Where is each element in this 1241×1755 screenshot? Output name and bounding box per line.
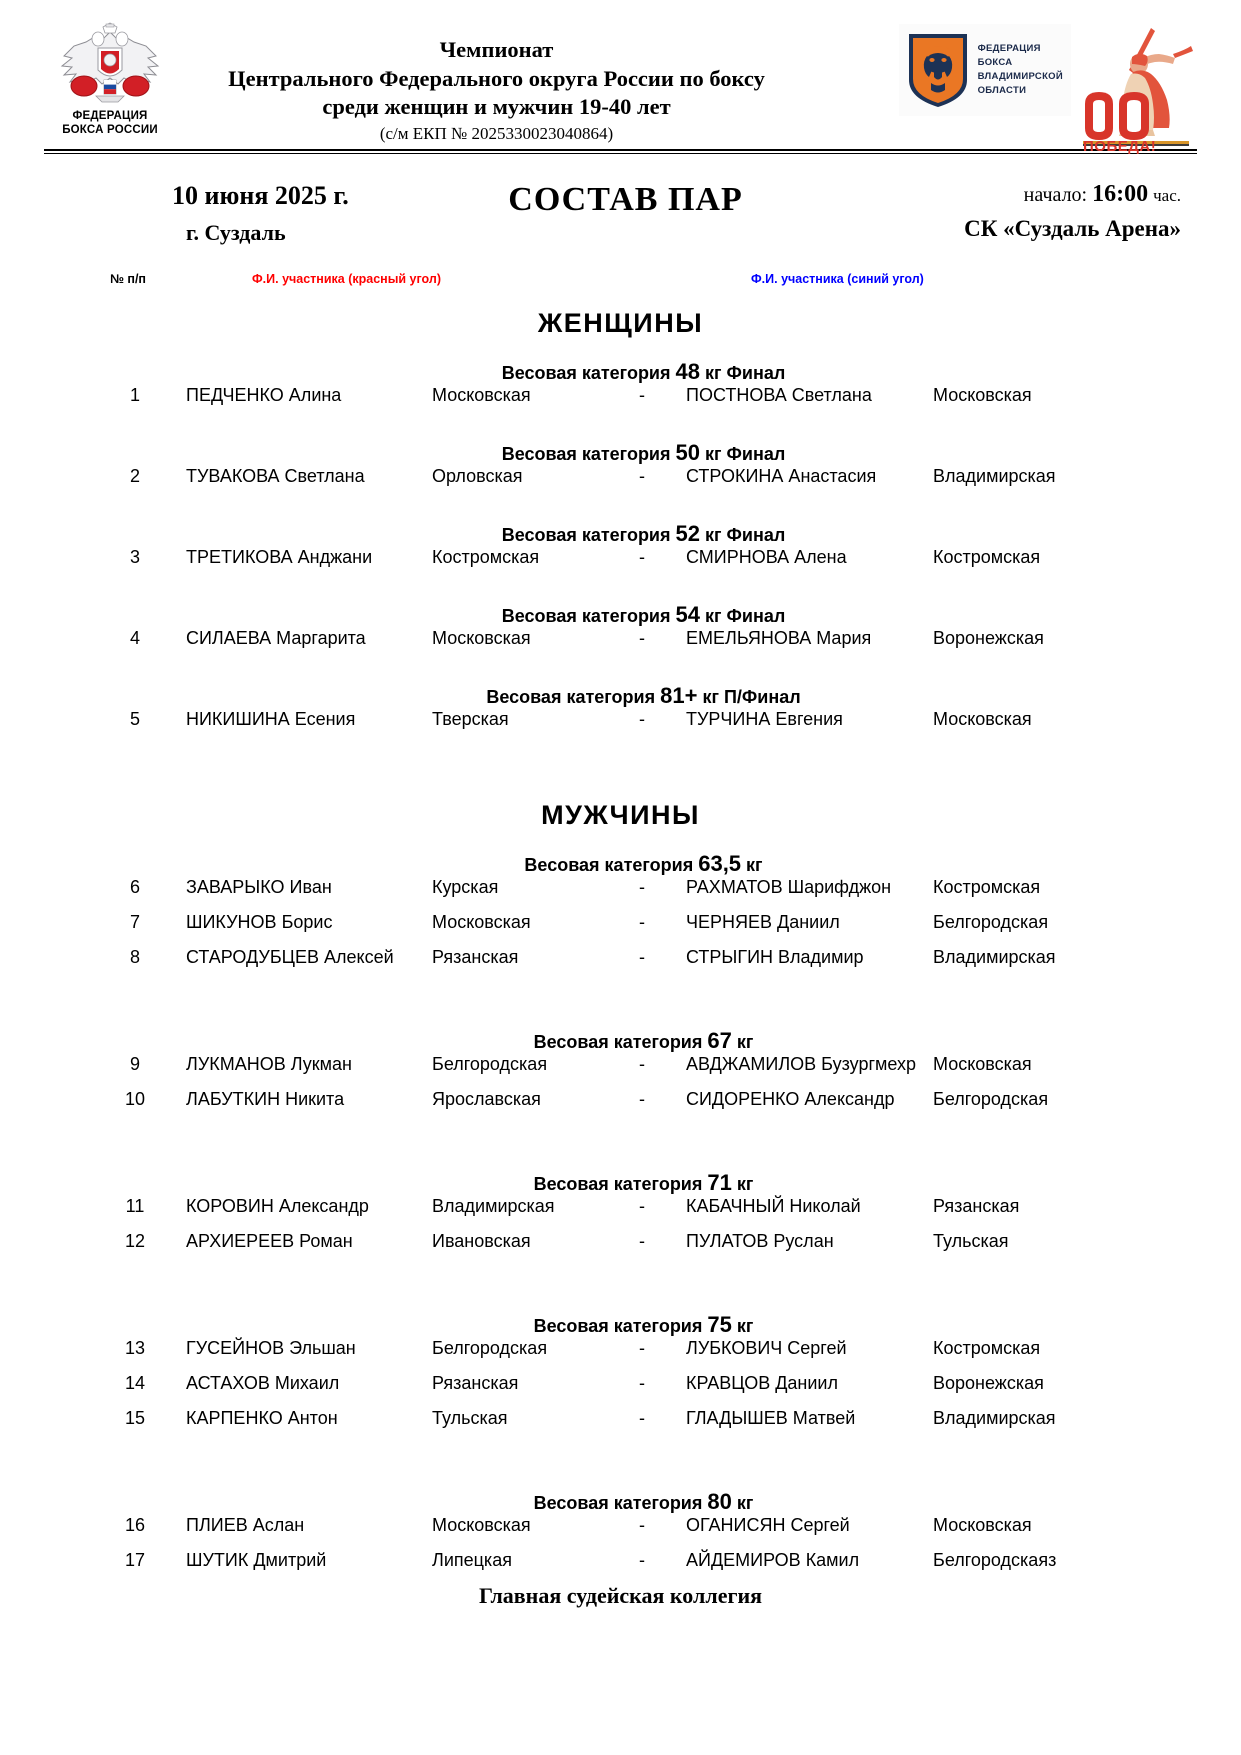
red-corner-region: Московская [432,628,531,648]
blue-corner-name: СМИРНОВА Алена [686,547,847,567]
bout-row[interactable] [44,1408,1197,1443]
red-corner-name: АСТАХОВ Михаил [186,1373,340,1393]
bout-row[interactable] [44,1338,1197,1373]
versus-dash: - [639,1231,645,1251]
versus-dash: - [639,1054,645,1074]
weight-category-label: Весовая категория [501,606,676,626]
bout-stage: П/Финал [718,687,801,707]
versus-dash: - [639,709,645,729]
bout-number: 10 [124,1089,146,1109]
vladimir-logo-text: ФЕДЕРАЦИЯ БОКСА ВЛАДИМИРСКОЙ ОБЛАСТИ [977,42,1063,97]
red-corner-region: Ярославская [432,1089,541,1109]
page-title: СОСТАВ ПАР [508,181,743,218]
versus-dash: - [639,547,645,567]
bout-number: 15 [124,1408,146,1428]
bout-stage: Финал [721,363,786,383]
weight-value: 80 [707,1489,732,1514]
weight-group [44,521,1197,582]
bout-row[interactable] [44,1196,1197,1231]
red-corner-region: Рязанская [432,1373,519,1393]
event-venue: СК «Суздаль Арена» [964,216,1181,241]
bout-number: 7 [129,912,140,932]
red-corner-region: Московская [432,385,531,405]
weight-value: 54 [675,602,700,627]
weight-category-heading [44,851,1197,877]
bout-number: 8 [129,947,140,967]
weight-unit: кг [731,1493,754,1513]
bout-row[interactable] [44,709,1197,744]
weight-category-heading [44,521,1197,547]
lion-shield-icon [905,30,971,110]
weight-category-label: Весовая категория [533,1316,708,1336]
blue-corner-region: Московская [933,1515,1032,1535]
weight-unit: кг [731,1316,754,1336]
weight-category-heading [44,359,1197,385]
bout-stage: Финал [721,444,786,464]
red-corner-region: Белгородская [432,1338,548,1358]
red-corner-name: ШУТИК Дмитрий [186,1550,327,1570]
start-time-unit: час. [1153,186,1181,205]
bout-row[interactable] [44,912,1197,947]
blue-corner-region: Московская [933,385,1032,405]
weight-unit: кг [741,855,763,875]
red-corner-name: КАРПЕНКО Антон [186,1408,338,1428]
blue-corner-region: Белгородскаяз [933,1550,1057,1570]
event-date: 10 июня 2025 г. [172,181,349,210]
weight-value: 52 [675,521,700,546]
column-header-blue-corner: Ф.И. участника (синий угол) [751,272,924,286]
bout-number: 14 [124,1373,146,1393]
red-corner-name: ПЕДЧЕНКО Алина [186,385,342,405]
versus-dash: - [639,1089,645,1109]
red-corner-region: Костромская [432,547,540,567]
versus-dash: - [639,628,645,648]
blue-corner-name: СТРЫГИН Владимир [686,947,864,967]
start-time-value: 16:00 [1092,181,1149,207]
start-label: начало: [1023,184,1088,206]
weight-group [44,683,1197,744]
bout-row[interactable] [44,1054,1197,1089]
red-corner-name: ТУВАКОВА Светлана [186,466,365,486]
weight-value: 63,5 [698,851,742,876]
red-corner-name: ПЛИЕВ Аслан [186,1515,305,1535]
event-title-row [44,181,1197,246]
footer-signature: Главная судейская коллегия [478,1583,763,1608]
red-corner-name: ШИКУНОВ Борис [186,912,333,932]
section-heading: ЖЕНЩИНЫ [537,308,704,338]
bout-stage: Финал [721,525,786,545]
blue-corner-name: ЛУБКОВИЧ Сергей [686,1338,847,1358]
blue-corner-region: Воронежская [933,628,1044,648]
bout-row[interactable] [44,1089,1197,1124]
weight-group [44,359,1197,420]
column-headers [44,272,1197,294]
weight-group [44,851,1197,982]
weight-category-label: Весовая категория [524,855,699,875]
red-corner-name: КОРОВИН Александр [186,1196,369,1216]
weight-unit: кг [700,525,722,545]
red-corner-region: Тульская [432,1408,508,1428]
header-right-logos [827,22,1197,153]
blue-corner-region: Московская [933,709,1032,729]
bout-stage: Финал [721,606,786,626]
bout-number: 6 [129,877,140,897]
weight-unit: кг [731,1032,754,1052]
red-corner-name: СИЛАЕВА Маргарита [186,628,366,648]
blue-corner-name: ОГАНИСЯН Сергей [686,1515,850,1535]
weight-group [44,1028,1197,1124]
weight-unit: кг [697,687,719,707]
championship-line-3: среди женщин и мужчин 19-40 лет [322,94,671,120]
blue-corner-name: АЙДЕМИРОВ Камил [686,1550,860,1570]
weight-value: 48 [675,359,700,384]
blue-corner-name: ПОСТНОВА Светлана [686,385,872,405]
weight-category-label: Весовая категория [501,444,676,464]
versus-dash: - [639,912,645,932]
weight-value: 50 [675,440,700,465]
bout-row[interactable] [44,1373,1197,1408]
versus-dash: - [639,1515,645,1535]
weight-value: 71 [707,1170,732,1195]
bout-number: 5 [129,709,140,729]
weight-group [44,1489,1197,1585]
red-corner-name: НИКИШИНА Есения [186,709,356,729]
weight-unit: кг [731,1174,754,1194]
versus-dash: - [639,877,645,897]
header-title-block [166,22,827,146]
championship-line-1: Чемпионат [439,37,554,62]
event-venue-block [867,181,1197,242]
red-corner-region: Липецкая [432,1550,512,1570]
weight-category-label: Весовая категория [533,1493,708,1513]
blue-corner-name: СТРОКИНА Анастасия [686,466,877,486]
bout-number: 13 [124,1338,146,1358]
blue-corner-name: АВДЖАМИЛОВ Бузургмехр [686,1054,917,1074]
weight-value: 75 [707,1312,732,1337]
red-corner-name: СТАРОДУБЦЕВ Алексей [186,947,394,967]
red-corner-region: Белгородская [432,1054,548,1074]
victory-caption: ПОБЕДА! [1083,138,1157,155]
red-corner-name: АРХИЕРЕЕВ Роман [186,1231,353,1251]
blue-corner-name: КРАВЦОВ Даниил [686,1373,838,1393]
weight-category-heading [44,1312,1197,1338]
blue-corner-name: ПУЛАТОВ Руслан [686,1231,834,1251]
section-heading: МУЖЧИНЫ [541,800,700,830]
red-corner-region: Московская [432,912,531,932]
ekp-number: (с/м ЕКП № 2025330023040864) [379,123,614,143]
bout-number: 16 [124,1515,146,1535]
page-title-block [374,181,867,219]
bout-row[interactable] [44,385,1197,420]
weight-category-label: Весовая категория [533,1174,708,1194]
motherland-calls-statue-icon [1077,24,1195,148]
event-city: г. Суздаль [186,220,286,245]
column-header-number: № п/п [110,272,146,286]
logo-caption: ФЕДЕРАЦИЯ БОКСА РОССИИ [62,110,158,136]
weight-value: 67 [707,1028,732,1053]
versus-dash: - [639,1550,645,1570]
bout-number: 1 [129,385,140,405]
red-corner-name: ЗАВАРЫКО Иван [186,877,332,897]
weight-category-label: Весовая категория [501,525,676,545]
weight-category-heading [44,602,1197,628]
weight-category-heading [44,1028,1197,1054]
document-header [44,0,1197,155]
weight-group [44,440,1197,501]
versus-dash: - [639,466,645,486]
column-header-red-corner: Ф.И. участника (красный угол) [252,272,441,286]
red-corner-name: ГУСЕЙНОВ Эльшан [186,1338,356,1358]
blue-corner-name: ТУРЧИНА Евгения [686,709,843,729]
red-corner-name: ТРЕТИКОВА Анджани [186,547,373,567]
blue-corner-region: Тульская [933,1231,1009,1251]
bout-number: 17 [124,1550,146,1570]
victory-80-logo [1077,24,1197,153]
weight-category-label: Весовая категория [533,1032,708,1052]
blue-corner-region: Владимирская [933,947,1056,967]
bout-number: 3 [129,547,140,567]
blue-corner-name: ЧЕРНЯЕВ Даниил [686,912,840,932]
weight-group [44,602,1197,663]
bout-row[interactable] [44,1550,1197,1585]
championship-line-2: Центрального Федерального округа России по боксу [228,65,765,91]
blue-corner-region: Белгородская [933,1089,1049,1109]
bout-number: 12 [124,1231,146,1251]
blue-corner-name: РАХМАТОВ Шарифджон [686,877,892,897]
bout-row[interactable] [44,947,1197,982]
event-start-time [867,181,1181,208]
versus-dash: - [639,1373,645,1393]
bout-row[interactable] [44,1231,1197,1266]
weight-category-label: Весовая категория [501,363,676,383]
versus-dash: - [639,1196,645,1216]
bout-number: 9 [129,1054,140,1074]
red-corner-region: Ивановская [432,1231,531,1251]
red-corner-region: Тверская [432,709,509,729]
red-corner-region: Владимирская [432,1196,555,1216]
weight-category-heading [44,440,1197,466]
blue-corner-name: ГЛАДЫШЕВ Матвей [686,1408,856,1428]
bout-row[interactable] [44,628,1197,663]
blue-corner-name: ЕМЕЛЬЯНОВА Мария [686,628,872,648]
red-corner-name: ЛУКМАНОВ Лукман [186,1054,352,1074]
bout-row[interactable] [44,877,1197,912]
bouts-container [44,308,1197,1585]
versus-dash: - [639,1408,645,1428]
weight-category-heading [44,1489,1197,1515]
weight-category-label: Весовая категория [486,687,661,707]
weight-category-heading [44,683,1197,709]
bout-number: 11 [125,1196,145,1216]
event-date-block [44,181,374,246]
versus-dash: - [639,1338,645,1358]
red-corner-region: Московская [432,1515,531,1535]
versus-dash: - [639,947,645,967]
bout-number: 2 [129,466,140,486]
bout-row[interactable] [44,1515,1197,1550]
weight-unit: кг [700,606,722,626]
blue-corner-name: КАБАЧНЫЙ Николай [686,1196,861,1216]
header-divider-bottom [44,153,1197,154]
blue-corner-region: Белгородская [933,912,1049,932]
weight-group [44,1312,1197,1443]
double-headed-eagle-icon [56,22,164,108]
blue-corner-region: Владимирская [933,1408,1056,1428]
weight-value: 81+ [660,683,698,708]
weight-category-heading [44,1170,1197,1196]
blue-corner-region: Рязанская [933,1196,1020,1216]
blue-corner-region: Костромская [933,877,1041,897]
blue-corner-region: Костромская [933,547,1041,567]
red-corner-region: Курская [432,877,499,897]
blue-corner-region: Московская [933,1054,1032,1074]
blue-corner-name: СИДОРЕНКО Александр [686,1089,895,1109]
blue-corner-region: Костромская [933,1338,1041,1358]
bout-number: 4 [129,628,140,648]
vladimir-boxing-federation-logo [899,24,1071,116]
russian-boxing-federation-logo [44,22,176,137]
versus-dash: - [639,385,645,405]
weight-group [44,1170,1197,1266]
blue-corner-region: Владимирская [933,466,1056,486]
weight-unit: кг [700,444,722,464]
weight-unit: кг [700,363,722,383]
blue-corner-region: Воронежская [933,1373,1044,1393]
red-corner-name: ЛАБУТКИН Никита [186,1089,345,1109]
red-corner-region: Рязанская [432,947,519,967]
bout-row[interactable] [44,466,1197,501]
red-corner-region: Орловская [432,466,523,486]
bout-row[interactable] [44,547,1197,582]
